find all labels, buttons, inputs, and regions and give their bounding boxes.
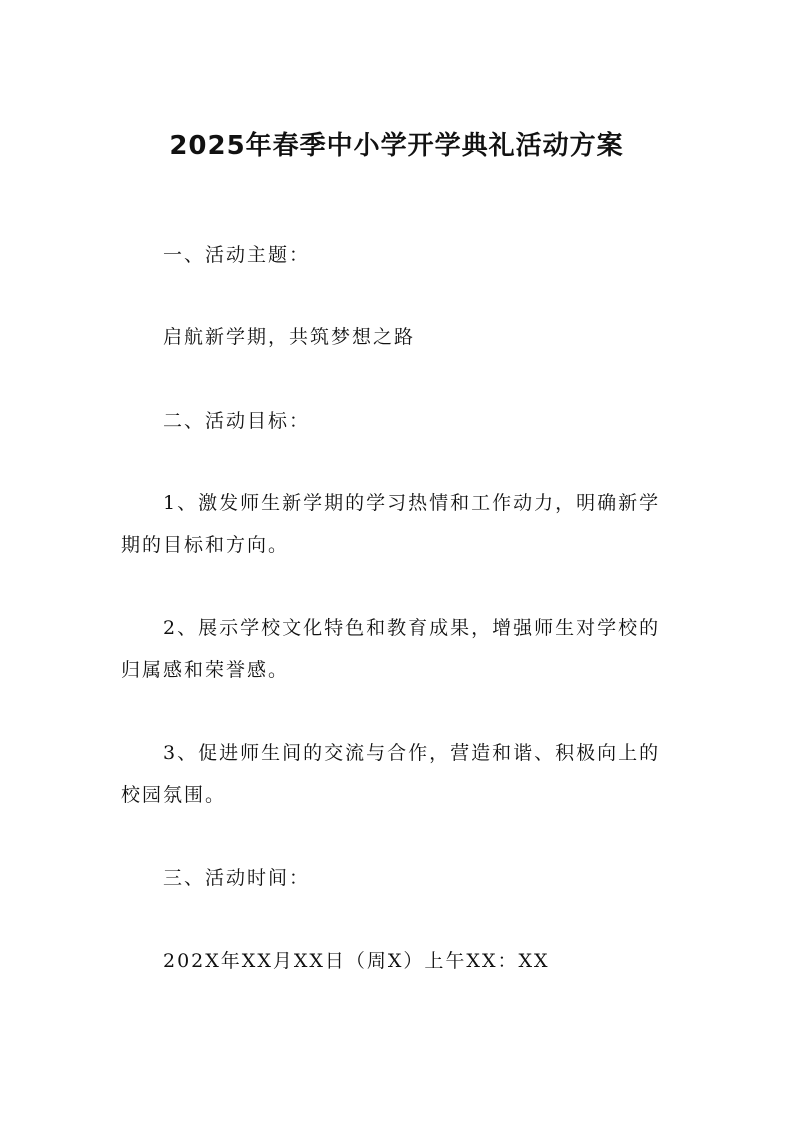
goal-1-line-2: 期的目标和方向。 (121, 534, 290, 556)
section-heading-goals: 二、活动目标： (163, 410, 311, 432)
document-title: 2025年春季中小学开学典礼活动方案 (169, 131, 624, 161)
goal-2-line-1: 2、展示学校文化特色和教育成果，增强师生对学校的 (163, 617, 661, 639)
goal-3-line-1: 3、促进师生间的交流与合作，营造和谐、积极向上的 (163, 742, 661, 764)
theme-text: 启航新学期，共筑梦想之路 (163, 326, 416, 348)
section-heading-theme: 一、活动主题： (163, 244, 311, 266)
goal-2-line-2: 归属感和荣誉感。 (121, 659, 290, 681)
goal-1-line-1: 1、激发师生新学期的学习热情和工作动力，明确新学 (163, 492, 661, 514)
section-heading-time: 三、活动时间： (163, 867, 311, 889)
goal-3-line-2: 校园氛围。 (121, 784, 227, 806)
time-text: 202X年XX月XX日（周X）上午XX：XX (163, 950, 550, 972)
